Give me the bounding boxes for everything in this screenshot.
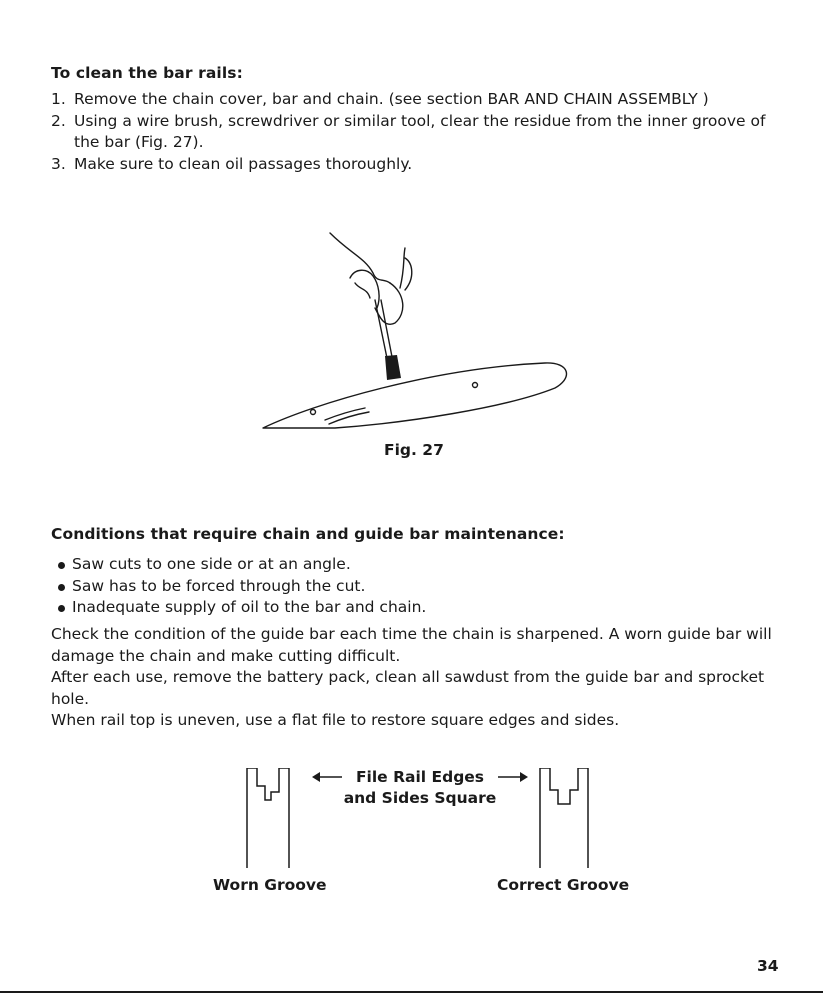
label-line: File Rail Edges xyxy=(355,768,485,786)
worn-groove-caption: Worn Groove xyxy=(213,876,327,894)
section-heading-maintenance-conditions: Conditions that require chain and guide bar maintenance: xyxy=(51,525,565,543)
page-number: 34 xyxy=(757,957,779,975)
step-text: Make sure to clean oil passages thoroughly. xyxy=(74,154,413,173)
list-item xyxy=(51,111,771,154)
paragraph: When rail top is uneven, use a flat file to restore square edges and sides. xyxy=(51,711,620,729)
list-item: Saw has to be forced through the cut. xyxy=(58,576,426,598)
correct-groove-diagram xyxy=(534,768,594,868)
list-item xyxy=(51,89,771,111)
paragraph: After each use, remove the battery pack, clean all sawdust from the guide bar and sprocket hole. xyxy=(51,668,765,708)
step-number: 1. xyxy=(51,90,66,108)
figure-caption: Fig. 27 xyxy=(384,441,444,459)
list-item xyxy=(51,154,771,176)
paragraph: Check the condition of the guide bar each time the chain is sharpened. A worn guide bar will damage the chain and make cutting difficult. xyxy=(51,625,772,665)
label-line: and Sides Square xyxy=(343,789,497,807)
guide-bar-cleaning-illustration xyxy=(255,228,575,438)
maintenance-paragraphs xyxy=(51,624,791,732)
list-item: Saw cuts to one side or at an angle. xyxy=(58,554,426,576)
list-item: Inadequate supply of oil to the bar and chain. xyxy=(58,597,426,619)
correct-groove-caption: Correct Groove xyxy=(497,876,630,894)
conditions-bullet-list xyxy=(58,554,426,619)
file-rail-instruction-label xyxy=(330,767,510,809)
worn-groove-diagram xyxy=(237,768,297,868)
step-text: Using a wire brush, screwdriver or similar tool, clear the residue from the inner groove of the bar (Fig. 27). xyxy=(74,111,766,151)
section-heading-clean-bar-rails: To clean the bar rails: xyxy=(51,64,243,82)
step-text: Remove the chain cover, bar and chain. (see section BAR AND CHAIN ASSEMBLY ) xyxy=(74,90,709,108)
step-number: 3. xyxy=(51,154,66,173)
cleaning-steps-list xyxy=(51,89,771,175)
step-number: 2. xyxy=(51,111,66,130)
